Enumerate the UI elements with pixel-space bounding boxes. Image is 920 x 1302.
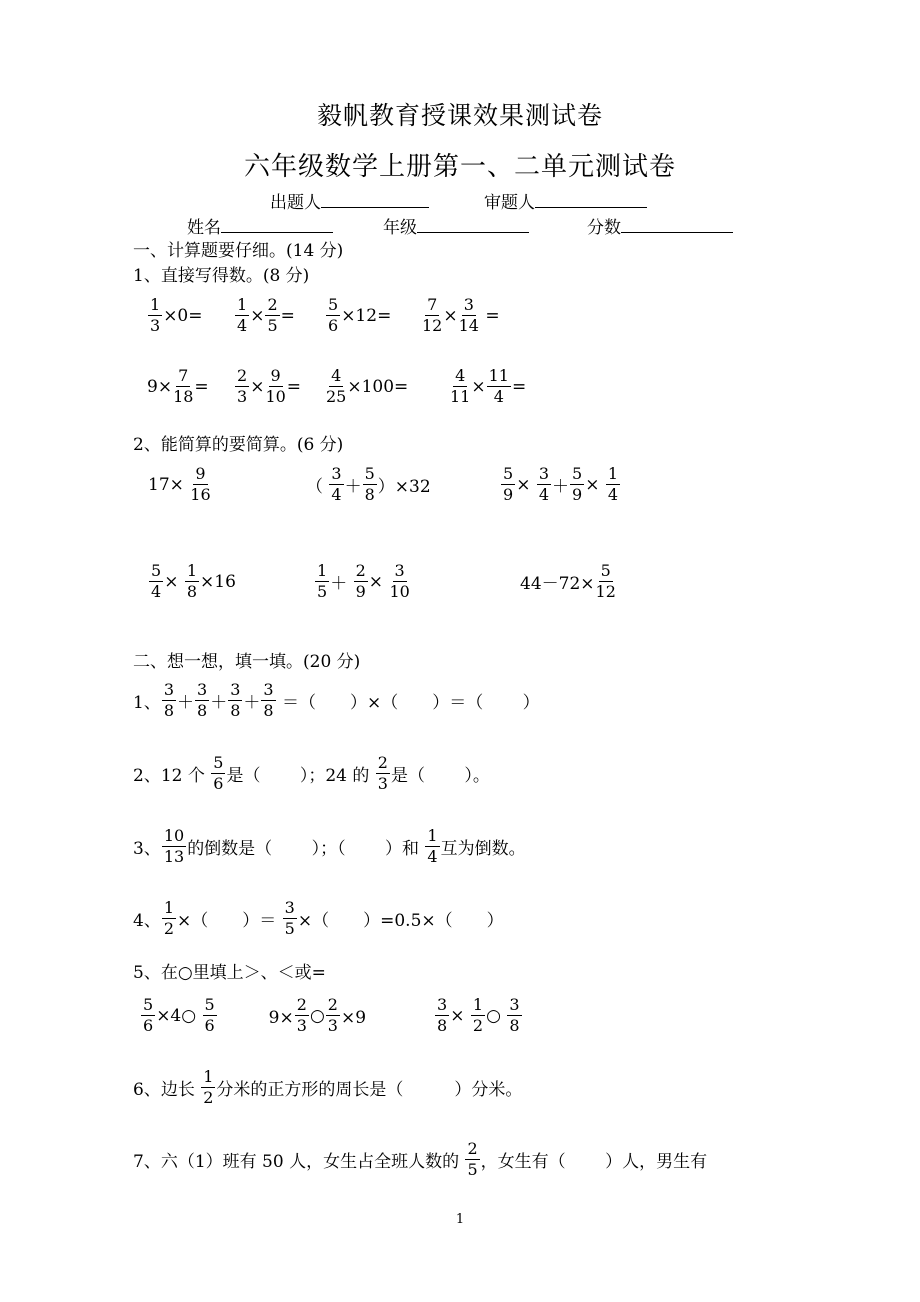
- compare-row: [140, 997, 523, 1034]
- numerator: 7: [178, 366, 189, 385]
- denominator: 4: [538, 485, 550, 504]
- author-line: [270, 188, 429, 213]
- fill-question: [133, 1069, 522, 1106]
- grade-label: 年级: [383, 218, 417, 238]
- denominator: 4: [607, 485, 619, 504]
- denominator: 4: [331, 485, 342, 504]
- denominator: 8: [230, 701, 241, 720]
- numerator: 3: [437, 995, 448, 1014]
- expression-text: 6、边长: [133, 1080, 201, 1100]
- numerator: 2: [327, 995, 338, 1014]
- denominator: 9: [572, 485, 583, 504]
- fraction: [501, 466, 515, 503]
- question1-title: 1、直接写得数。(8 分): [133, 266, 310, 286]
- fraction: [487, 368, 511, 405]
- expression-text: ×12=: [341, 305, 392, 326]
- numerator: 1: [427, 826, 438, 845]
- fraction: [190, 466, 210, 503]
- expression-text: 互为倒数。: [440, 839, 526, 859]
- fraction: [162, 828, 186, 865]
- numerator: 1: [203, 1067, 214, 1086]
- numerator: 3: [394, 561, 405, 580]
- expression-text: ×100=: [347, 376, 409, 397]
- expression-text: 4、: [133, 911, 161, 931]
- denominator: 9: [503, 485, 514, 504]
- fraction: [326, 297, 340, 334]
- numerator: 3: [284, 898, 295, 917]
- numerator: 3: [163, 680, 175, 699]
- fraction: [471, 997, 485, 1034]
- denominator: 8: [263, 701, 274, 720]
- fraction: [162, 682, 176, 719]
- numerator: 9: [195, 464, 206, 483]
- fill-question: [133, 1141, 707, 1178]
- expression-text: ）×32: [377, 477, 431, 497]
- calc-item: [147, 368, 209, 405]
- denominator: 3: [237, 387, 248, 406]
- fraction: [265, 297, 279, 334]
- numerator: 2: [377, 753, 388, 772]
- simplify-item: [306, 466, 431, 503]
- expression-text: ×: [250, 305, 265, 326]
- fraction: [315, 563, 329, 600]
- numerator: 1: [163, 898, 175, 917]
- reviewer-line: [484, 188, 647, 213]
- numerator: 2: [355, 561, 366, 580]
- name-blank[interactable]: [221, 218, 333, 233]
- denominator: 3: [327, 1016, 338, 1035]
- reviewer-label: 审题人: [484, 193, 535, 213]
- expression-text: ＝（ ）×（ ）＝（ ）: [276, 693, 540, 713]
- fill-question: [133, 682, 540, 719]
- expression-text: ×16: [200, 571, 236, 592]
- test-title: 毅帆教育授课效果测试卷: [316, 101, 603, 130]
- fraction: [465, 1141, 479, 1178]
- fraction: [201, 1069, 215, 1106]
- numerator: 5: [600, 561, 611, 580]
- denominator: 5: [284, 919, 295, 938]
- expression-text: ×（ ）=0.5×（ ）: [297, 911, 504, 931]
- expression-text: 分米的正方形的周长是（ ）分米。: [216, 1080, 523, 1100]
- calc-item: [449, 368, 526, 405]
- denominator: 8: [163, 701, 175, 720]
- denominator: 5: [317, 582, 328, 601]
- fill-question: [133, 828, 526, 865]
- expression-text: ×（ ）＝: [177, 911, 282, 931]
- denominator: 16: [190, 485, 211, 504]
- expression-text: ＋: [330, 574, 353, 594]
- numerator: 1: [317, 561, 328, 580]
- numerator: 1: [186, 561, 198, 580]
- denominator: 4: [427, 847, 438, 866]
- numerator: 3: [463, 295, 474, 314]
- expression-text: 17×: [148, 474, 190, 495]
- fill-question: [133, 755, 490, 792]
- denominator: 6: [328, 316, 339, 335]
- denominator: 6: [213, 774, 224, 793]
- calc-item: [234, 297, 295, 334]
- denominator: 2: [203, 1088, 214, 1107]
- numerator: 2: [237, 366, 248, 385]
- fraction: [450, 368, 470, 405]
- expression-text: ×: [471, 376, 486, 397]
- denominator: 2: [163, 919, 175, 938]
- fraction: [422, 297, 442, 334]
- test-subtitle: 六年级数学上册第一、二单元测试卷: [243, 152, 676, 182]
- simplify-item: [500, 466, 621, 503]
- numerator: 3: [509, 995, 520, 1014]
- fill-question: [133, 958, 326, 983]
- expression-text: =: [194, 376, 209, 397]
- fraction: [363, 466, 377, 503]
- simplify-item: [314, 563, 411, 600]
- expression-text: ＋: [344, 477, 362, 497]
- numerator: 4: [331, 366, 342, 385]
- numerator: 5: [328, 295, 339, 314]
- denominator: 3: [377, 774, 388, 793]
- denominator: 14: [458, 316, 479, 335]
- numerator: 9: [270, 366, 281, 385]
- fraction: [435, 997, 449, 1034]
- expression-text: ×0=: [163, 305, 203, 326]
- denominator: 4: [493, 387, 504, 406]
- numerator: 5: [143, 995, 154, 1014]
- fraction: [228, 682, 242, 719]
- denominator: 9: [355, 582, 366, 601]
- expression-text: ×: [368, 571, 389, 592]
- expression-text: =: [280, 305, 295, 326]
- name-line: [187, 213, 333, 238]
- numerator: 2: [267, 295, 278, 314]
- fraction: [261, 682, 275, 719]
- fraction: [149, 563, 163, 600]
- calc-item: [147, 297, 203, 334]
- expression-text: ＋: [177, 693, 195, 713]
- numerator: 1: [607, 464, 619, 483]
- denominator: 12: [595, 582, 616, 601]
- denominator: 6: [143, 1016, 154, 1035]
- grade-blank[interactable]: [417, 218, 529, 233]
- grade-line: [383, 213, 529, 238]
- numerator: 2: [467, 1139, 478, 1158]
- numerator: 10: [163, 826, 185, 845]
- numerator: 3: [538, 464, 550, 483]
- score-line: [587, 213, 733, 238]
- fraction: [162, 900, 176, 937]
- denominator: 5: [267, 316, 278, 335]
- simplify-item: [148, 563, 236, 600]
- score-blank[interactable]: [621, 218, 733, 233]
- numerator: 11: [488, 366, 509, 385]
- expression-text: 1、: [133, 693, 161, 713]
- fill-question: [133, 900, 504, 937]
- numerator: 1: [150, 295, 161, 314]
- fraction: [283, 900, 297, 937]
- numerator: 3: [197, 680, 208, 699]
- fraction: [265, 368, 285, 405]
- expression-text: 9×: [147, 376, 173, 397]
- denominator: 6: [204, 1016, 215, 1035]
- denominator: 4: [151, 582, 162, 601]
- fraction: [329, 466, 343, 503]
- denominator: 13: [163, 847, 185, 866]
- denominator: 8: [186, 582, 198, 601]
- author-label: 出题人: [270, 193, 321, 213]
- numerator: 3: [230, 680, 241, 699]
- denominator: 8: [364, 485, 375, 504]
- fraction: [235, 297, 249, 334]
- fraction: [354, 563, 368, 600]
- simplify-item: [520, 563, 617, 600]
- denominator: 18: [173, 387, 194, 406]
- numerator: 2: [296, 995, 307, 1014]
- denominator: 8: [197, 701, 208, 720]
- fraction: [141, 997, 155, 1034]
- expression-text: 44－72×: [520, 574, 595, 594]
- fraction: [203, 997, 217, 1034]
- fraction: [326, 368, 346, 405]
- expression-text: ×: [164, 571, 184, 592]
- expression-text: ×4○: [156, 1005, 202, 1026]
- calc-item: [234, 368, 301, 405]
- numerator: 1: [472, 995, 484, 1014]
- numerator: 4: [455, 366, 466, 385]
- expression-text: ＋: [552, 477, 570, 497]
- denominator: 3: [150, 316, 161, 335]
- fraction: [211, 755, 225, 792]
- numerator: 5: [364, 464, 375, 483]
- fraction: [606, 466, 620, 503]
- denominator: 10: [389, 582, 410, 601]
- fraction: [185, 563, 199, 600]
- expression-text: ＋: [210, 693, 228, 713]
- fraction: [596, 563, 616, 600]
- fraction: [425, 828, 439, 865]
- expression-text: 5、在○里填上＞、＜或=: [133, 963, 326, 983]
- denominator: 8: [437, 1016, 448, 1035]
- denominator: 2: [472, 1016, 484, 1035]
- numerator: 5: [213, 753, 224, 772]
- numerator: 5: [572, 464, 583, 483]
- calc-item: [325, 297, 391, 334]
- fraction: [389, 563, 409, 600]
- expression-text: =: [286, 376, 302, 397]
- expression-text: 是（ ）。: [390, 766, 490, 786]
- fraction: [570, 466, 584, 503]
- expression-text: 9×: [217, 1008, 294, 1028]
- fraction: [376, 755, 390, 792]
- numerator: 7: [427, 295, 438, 314]
- score-label: 分数: [587, 218, 621, 238]
- expression-text: （: [306, 477, 329, 497]
- reviewer-blank[interactable]: [535, 193, 647, 208]
- denominator: 4: [237, 316, 248, 335]
- denominator: 5: [467, 1160, 478, 1179]
- fraction: [195, 682, 209, 719]
- question2-title: 2、能简算的要简算。(6 分): [133, 435, 344, 455]
- numerator: 1: [237, 295, 248, 314]
- section1-title: 一、计算题要仔细。(14 分): [133, 241, 344, 261]
- fraction: [295, 997, 309, 1034]
- numerator: 3: [263, 680, 274, 699]
- simplify-item: [148, 466, 212, 503]
- denominator: 3: [296, 1016, 307, 1035]
- expression-text: ＋: [243, 693, 261, 713]
- fraction: [459, 297, 479, 334]
- page-number: 1: [455, 1212, 465, 1227]
- numerator: 5: [503, 464, 514, 483]
- expression-text: 3、: [133, 839, 161, 859]
- fraction: [507, 997, 521, 1034]
- fraction: [148, 297, 162, 334]
- expression-text: =: [511, 376, 527, 397]
- expression-text: ×: [450, 1005, 470, 1026]
- fraction: [235, 368, 249, 405]
- expression-text: ○: [486, 1005, 507, 1026]
- calc-item: [421, 297, 500, 334]
- expression-text: ，女生有（ ）人，男生有: [480, 1152, 708, 1172]
- denominator: 10: [265, 387, 286, 406]
- fraction: [537, 466, 551, 503]
- denominator: 12: [422, 316, 443, 335]
- denominator: 25: [326, 387, 347, 406]
- expression-text: ×: [585, 474, 605, 495]
- calc-item: [325, 368, 408, 405]
- expression-text: =: [479, 305, 500, 326]
- expression-text: 7、六（1）班有 50 人，女生占全班人数的: [133, 1152, 465, 1172]
- numerator: 5: [204, 995, 215, 1014]
- denominator: 11: [450, 387, 471, 406]
- expression-text: 2、12 个: [133, 766, 211, 786]
- name-label: 姓名: [187, 218, 221, 238]
- author-blank[interactable]: [321, 193, 429, 208]
- expression-text: ×: [443, 305, 458, 326]
- fraction: [173, 368, 193, 405]
- numerator: 3: [331, 464, 342, 483]
- section2-title: 二、想一想，填一填。(20 分): [133, 652, 361, 672]
- expression-text: ×: [250, 376, 265, 397]
- expression-text: ×9: [340, 1008, 435, 1028]
- expression-text: 是（ ）；24 的: [226, 766, 375, 786]
- numerator: 5: [151, 561, 162, 580]
- denominator: 8: [509, 1016, 520, 1035]
- expression-text: 的倒数是（ ）；（ ）和: [187, 839, 425, 859]
- expression-text: ○: [309, 1005, 325, 1026]
- expression-text: ×: [516, 474, 536, 495]
- fraction: [326, 997, 340, 1034]
